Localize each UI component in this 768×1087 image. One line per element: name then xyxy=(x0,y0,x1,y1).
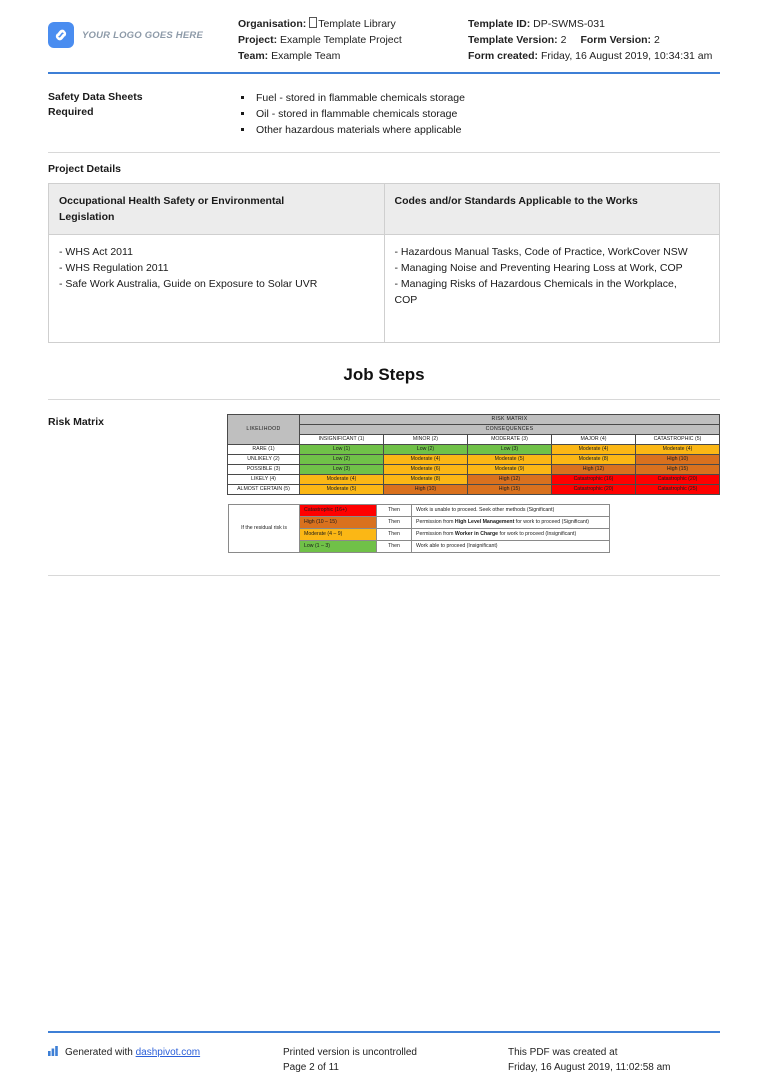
column-header-catastrophic: CATASTROPHIC (5) xyxy=(635,435,719,445)
row-header-possible: POSSIBLE (3) xyxy=(227,465,299,475)
codes-item: - Hazardous Manual Tasks, Code of Practice, WorkCover NSW xyxy=(394,246,688,258)
row-header-unlikely: UNLIKELY (2) xyxy=(227,455,299,465)
matrix-cell: Low (2) xyxy=(299,455,383,465)
likelihood-axis-label: LIKELIHOOD xyxy=(227,415,299,445)
matrix-row-unlikely xyxy=(227,455,719,465)
template-id-value: DP-SWMS-031 xyxy=(533,18,605,30)
row-header-rare: RARE (1) xyxy=(227,445,299,455)
matrix-row-rare xyxy=(227,445,719,455)
matrix-consequences-row xyxy=(227,425,719,435)
matrix-cell: Low (1) xyxy=(299,445,383,455)
matrix-cell: High (15) xyxy=(635,465,719,475)
matrix-cell: Moderate (9) xyxy=(467,465,551,475)
codes-item: - Managing Risks of Hazardous Chemicals in the Workplace, xyxy=(394,278,677,290)
template-id-row xyxy=(468,16,720,32)
team-row xyxy=(238,48,468,64)
project-details-table xyxy=(48,183,720,343)
legend-row-catastrophic xyxy=(229,505,610,517)
matrix-cell: Moderate (4) xyxy=(383,455,467,465)
col1-header-line1: Occupational Health Safety or Environmental xyxy=(59,195,285,207)
matrix-cell: High (15) xyxy=(467,485,551,495)
residual-risk-legend-wrap xyxy=(0,504,768,553)
matrix-row-likely xyxy=(227,475,719,485)
legend-action-high: Permission from High Level Management for work to proceed (Significant) xyxy=(412,517,610,529)
column-header-legislation xyxy=(49,184,385,235)
footer-printed-block xyxy=(283,1045,508,1075)
legend-band-catastrophic: Catastrophic (16+) xyxy=(300,505,377,517)
job-steps-heading: Job Steps xyxy=(343,365,425,384)
bar-chart-icon xyxy=(48,1046,59,1061)
logo-placeholder-text: YOUR LOGO GOES HERE xyxy=(82,29,203,41)
section-divider-3 xyxy=(48,575,720,576)
header-project-meta xyxy=(238,16,468,64)
matrix-cell: Low (3) xyxy=(299,465,383,475)
matrix-column-header-row xyxy=(227,435,719,445)
safety-data-sheets-label xyxy=(48,90,238,138)
matrix-cell: Catastrophic (20) xyxy=(635,475,719,485)
footer-generated-block xyxy=(48,1045,283,1075)
matrix-cell: Moderate (6) xyxy=(383,465,467,475)
legend-action-catastrophic: Work is unable to proceed. Seek other methods (Significant) xyxy=(412,505,610,517)
column-header-minor: MINOR (2) xyxy=(383,435,467,445)
form-version-label: Form Version: xyxy=(580,34,652,46)
form-version-value: 2 xyxy=(653,34,660,46)
risk-matrix-table xyxy=(227,414,720,495)
missing-glyph-icon xyxy=(309,17,317,28)
template-version-value: 2 xyxy=(560,34,567,46)
page-number-text: Page 2 of 11 xyxy=(283,1062,339,1073)
residual-risk-legend-table xyxy=(228,504,610,553)
legend-action-moderate: Permission from Worker in Charge for work to proceed (Insignificant) xyxy=(412,529,610,541)
template-version-label: Template Version: xyxy=(468,34,558,46)
column-header-insignificant: INSIGNIFICANT (1) xyxy=(299,435,383,445)
legend-then-label: Then xyxy=(377,541,412,553)
list-item: ▪ Oil - stored in flammable chemicals storage xyxy=(254,106,465,122)
organisation-label: Organisation: xyxy=(238,18,307,30)
document-footer xyxy=(0,1031,768,1087)
version-row xyxy=(468,32,720,48)
matrix-title-row xyxy=(227,415,719,425)
header-template-meta xyxy=(468,16,720,64)
footer-generated-text xyxy=(65,1045,200,1060)
project-details-title: Project Details xyxy=(48,163,121,175)
risk-matrix-label: Risk Matrix xyxy=(48,416,105,428)
matrix-cell: Moderate (5) xyxy=(467,455,551,465)
cell-legislation-items xyxy=(49,235,385,343)
matrix-cell: Catastrophic (20) xyxy=(551,485,635,495)
table-header-row xyxy=(49,184,720,235)
pdf-created-label: This PDF was created at xyxy=(508,1047,618,1058)
matrix-row-possible xyxy=(227,465,719,475)
legend-then-label: Then xyxy=(377,505,412,517)
project-row xyxy=(238,32,468,48)
matrix-title: RISK MATRIX xyxy=(299,415,719,425)
template-id-label: Template ID: xyxy=(468,18,531,30)
legislation-item: - Safe Work Australia, Guide on Exposure to Solar UVR xyxy=(59,278,318,290)
matrix-cell: Low (2) xyxy=(383,445,467,455)
dashpivot-link[interactable]: dashpivot.com xyxy=(135,1047,201,1058)
pdf-created-timestamp: Friday, 16 August 2019, 11:02:58 am xyxy=(508,1062,671,1073)
sds-label-line1: Safety Data Sheets xyxy=(48,91,143,103)
column-header-major: MAJOR (4) xyxy=(551,435,635,445)
matrix-cell: Moderate (8) xyxy=(551,455,635,465)
table-row xyxy=(49,235,720,343)
legislation-item: - WHS Regulation 2011 xyxy=(59,262,169,274)
matrix-cell: High (12) xyxy=(551,465,635,475)
form-created-label: Form created: xyxy=(468,50,539,62)
legend-band-moderate: Moderate (4 – 9) xyxy=(300,529,377,541)
safety-data-sheets-list xyxy=(238,90,465,138)
list-item: ▪ Fuel - stored in flammable chemicals storage xyxy=(254,90,465,106)
legend-action-low: Work able to proceed (Insignificant) xyxy=(412,541,610,553)
col1-header-line2: Legislation xyxy=(59,211,115,223)
footer-divider xyxy=(48,1031,720,1033)
legislation-item: - WHS Act 2011 xyxy=(59,246,133,258)
legend-then-label: Then xyxy=(377,529,412,541)
row-header-almost-certain: ALMOST CERTAIN (5) xyxy=(227,485,299,495)
document-header xyxy=(0,0,768,64)
team-value: Example Team xyxy=(271,50,341,62)
form-created-value: Friday, 16 August 2019, 10:34:31 am xyxy=(540,50,713,62)
legend-band-low: Low (1 – 3) xyxy=(300,541,377,553)
codes-item: - Managing Noise and Preventing Hearing Loss at Work, COP xyxy=(394,262,683,274)
generated-prefix: Generated with xyxy=(65,1047,133,1058)
residual-risk-label: If the residual risk is xyxy=(229,505,300,553)
team-label: Team: xyxy=(238,50,269,62)
consequences-axis-label: CONSEQUENCES xyxy=(299,425,719,435)
matrix-cell: Moderate (4) xyxy=(299,475,383,485)
company-logo-icon xyxy=(48,22,74,48)
codes-item: COP xyxy=(394,294,418,306)
column-header-codes: Codes and/or Standards Applicable to the Works xyxy=(384,184,720,235)
sds-label-line2: Required xyxy=(48,106,94,118)
printed-version-text: Printed version is uncontrolled xyxy=(283,1047,417,1058)
organisation-value: Template Library xyxy=(318,18,396,30)
column-header-moderate: MODERATE (3) xyxy=(467,435,551,445)
risk-matrix-section xyxy=(0,400,768,495)
project-value: Example Template Project xyxy=(280,34,402,46)
footer-created-block xyxy=(508,1045,720,1075)
matrix-cell: High (10) xyxy=(635,455,719,465)
list-item: ▪ Other hazardous materials where applicable xyxy=(254,122,465,138)
matrix-cell: High (10) xyxy=(383,485,467,495)
matrix-cell: Catastrophic (25) xyxy=(635,485,719,495)
legend-band-high: High (10 – 15) xyxy=(300,517,377,529)
matrix-cell: Moderate (8) xyxy=(383,475,467,485)
safety-data-sheets-section xyxy=(0,74,768,138)
project-label: Project: xyxy=(238,34,278,46)
cell-codes-items xyxy=(384,235,720,343)
matrix-row-almost-certain xyxy=(227,485,719,495)
matrix-cell: Low (3) xyxy=(467,445,551,455)
matrix-cell: Catastrophic (16) xyxy=(551,475,635,485)
matrix-cell: Moderate (5) xyxy=(299,485,383,495)
row-header-likely: LIKELY (4) xyxy=(227,475,299,485)
legend-then-label: Then xyxy=(377,517,412,529)
matrix-cell: High (12) xyxy=(467,475,551,485)
logo-block xyxy=(48,16,238,48)
organisation-row xyxy=(238,16,468,32)
form-created-row xyxy=(468,48,720,64)
matrix-cell: Moderate (4) xyxy=(551,445,635,455)
matrix-cell: Moderate (4) xyxy=(635,445,719,455)
